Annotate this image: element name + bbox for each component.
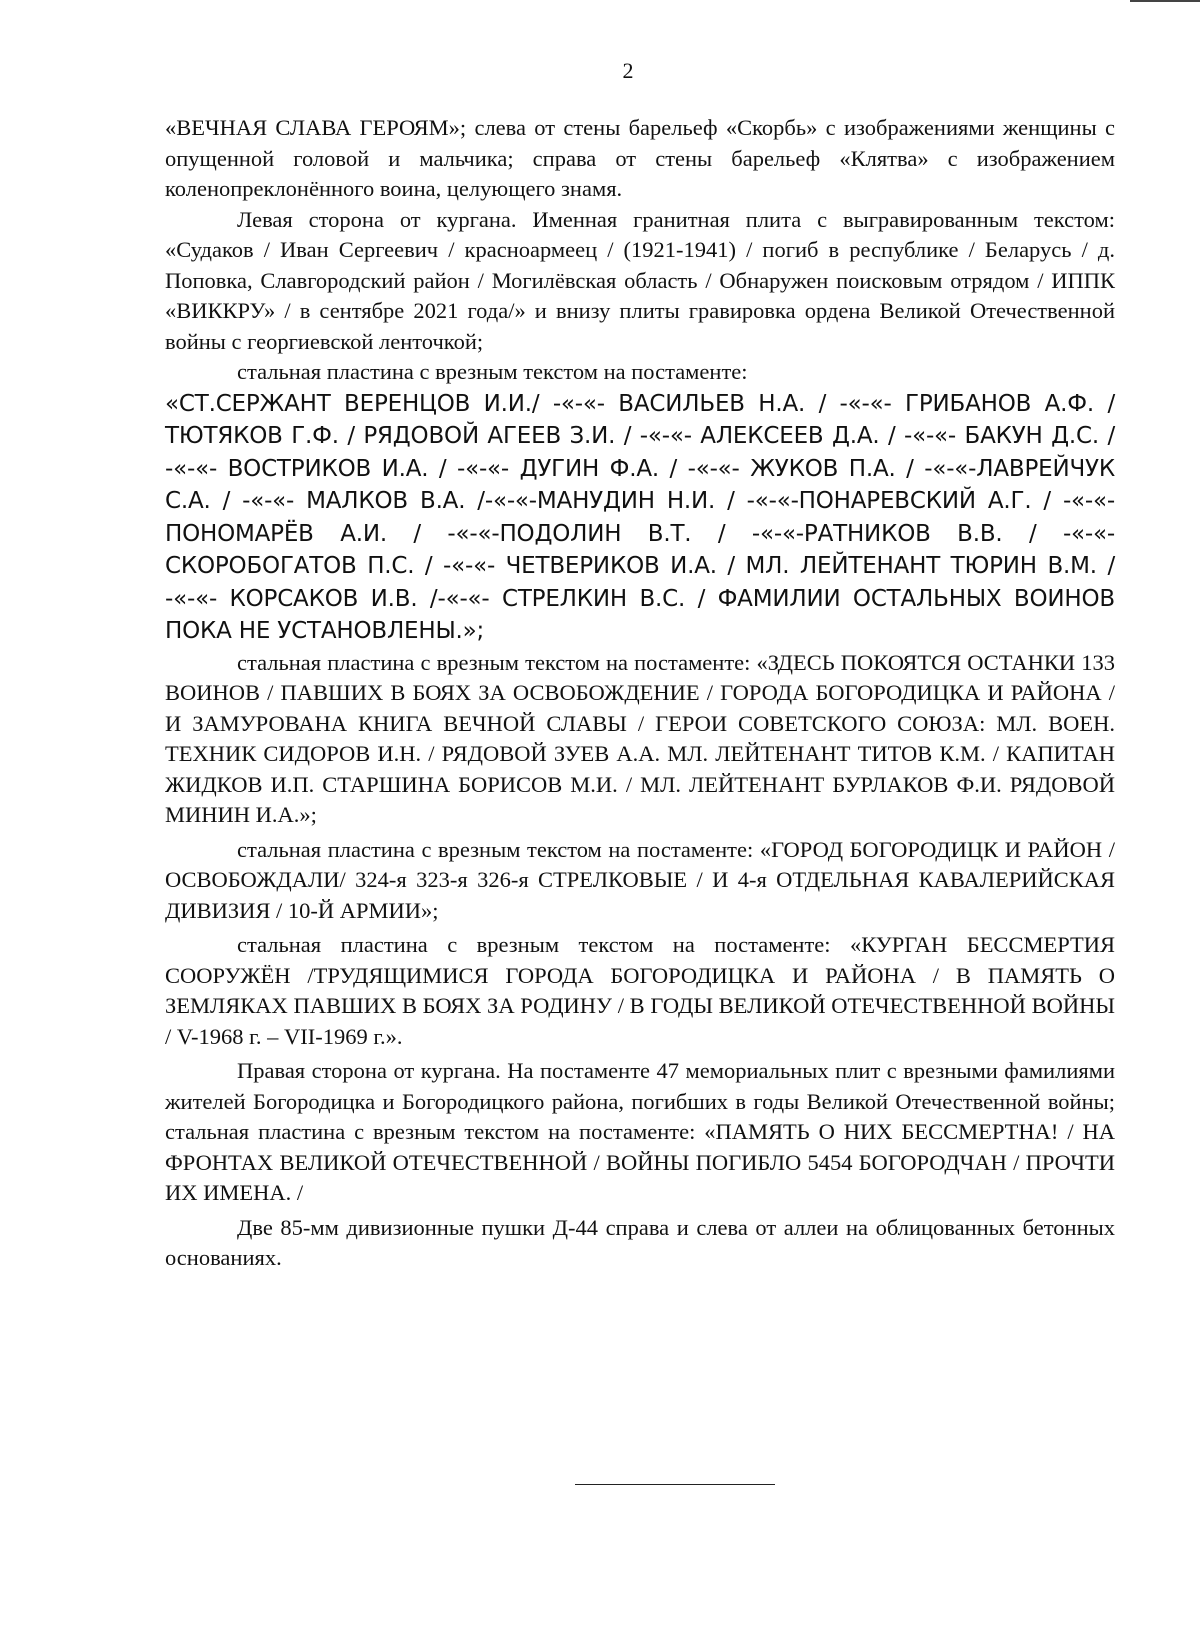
- end-divider-line: [575, 1484, 775, 1485]
- document-body: [165, 113, 1115, 1274]
- paragraph-cannons: Две 85-мм дивизионные пушки Д-44 справа и слева от аллеи на облицованных бетонных основаниях.: [165, 1214, 1115, 1270]
- paragraph-plate-kurgan: стальная пластина с врезным текстом на постаменте: «КУРГАН БЕССМЕРТИЯ СООРУЖЁН /ТРУДЯЩИМИСЯ ГОРОДА БОГОРОДИЦКА И РАЙОНА / В ПАМЯТЬ О ЗЕМЛЯКАХ ПАВШИХ В БОЯХ ЗА РОДИНУ / В ГОДЫ ВЕЛИКОЙ ОТЕЧЕСТВЕННОЙ ВОЙНЫ / V-1968 г. – VII-1969 г.».: [165, 932, 1115, 1049]
- plate-remains-text: стальная пластина с врезным текстом на постаменте: «ЗДЕСЬ ПОКОЯТСЯ ОСТАНКИ 133 ВОИНОВ / ПАВШИХ В БОЯХ ЗА ОСВОБОЖДЕНИЕ / ГОРОДА БОГОРОДИЦКА И РАЙОНА / И ЗАМУРОВАНА КНИГА ВЕЧНОЙ СЛАВЫ / ГЕРОИ СОВЕТСКОГО СОЮЗА: МЛ. ВОЕН. ТЕХНИК СИДОРОВ И.Н. / РЯДОВОЙ ЗУЕВ А.А. МЛ. ЛЕЙТЕНАНТ ТИТОВ К.М. / КАПИТАН ЖИДКОВ И.П. СТАРШИНА БОРИСОВ М.И. / МЛ. ЛЕЙТЕНАНТ БУРЛАКОВ Ф.И. РЯДОВОЙ МИНИН И.А.»;: [165, 649, 1115, 827]
- paragraph-plate-names: «СТ.СЕРЖАНТ ВЕРЕНЦОВ И.И./ -«-«- ВАСИЛЬЕВ Н.А. / -«-«- ГРИБАНОВ А.Ф. / ТЮТЯКОВ Г.Ф. / РЯДОВОЙ АГЕЕВ З.И. / -«-«- АЛЕКСЕЕВ Д.А. / -«-«- БАКУН Д.С. / -«-«- ВОСТРИКОВ И.А. / -«-«- ДУГИН Ф.А. / -«-«- ЖУКОВ П.А. / -«-«-ЛАВРЕЙЧУК С.А. / -«-«- МАЛКОВ В.А. /-«-«-МАНУДИН Н.И. / -«-«-ПОНАРЕВСКИЙ А.Г. / -«-«-ПОНОМАРЁВ А.И. / -«-«-ПОДОЛИН В.Т. / -«-«-РАТНИКОВ В.В. / -«-«-СКОРОБОГАТОВ П.С. / -«-«- ЧЕТВЕРИКОВ И.А. / МЛ. ЛЕЙТЕНАНТ ТЮРИН В.М. / -«-«- КОРСАКОВ И.В. /-«-«- СТРЕЛКИН В.С. / ФАМИЛИИ ОСТАЛЬНЫХ ВОИНОВ ПОКА НЕ УСТАНОВЛЕНЫ.»;: [165, 390, 1115, 644]
- paragraph-plate-liberators: стальная пластина с врезным текстом на постаменте: «ГОРОД БОГОРОДИЦК И РАЙОН / ОСВОБОЖДАЛИ/ 324-я 323-я 326-я СТРЕЛКОВЫЕ / И 4-я ОТДЕЛЬНАЯ КАВАЛЕРИЙСКАЯ ДИВИЗИЯ / 10-Й АРМИИ»;: [165, 836, 1115, 923]
- paragraph-right-side: Правая сторона от кургана. На постаменте 47 мемориальных плит с врезными фамилиями жителей Богородицка и Богородицкого района, погибших в годы Великой Отечественной войны; стальная пластина с врезным текстом на постаменте: «ПАМЯТЬ О НИХ БЕССМЕРТНА! / НА ФРОНТАХ ВЕЛИКОЙ ОТЕЧЕСТВЕННОЙ / ВОЙНЫ ПОГИБЛО 5454 БОГОРОДЧАН / ПРОЧТИ ИХ ИМЕНА. /: [165, 1058, 1115, 1205]
- page-number: 2: [622, 58, 634, 83]
- paragraph-plate-intro: стальная пластина с врезным текстом на постаменте:: [237, 359, 748, 384]
- paragraph-plate-remains: [165, 648, 1115, 831]
- scan-edge-mark: [1130, 0, 1200, 2]
- paragraph-left-side: Левая сторона от кургана. Именная гранитная плита с выгравированным текстом: «Судаков / Иван Сергеевич / красноармеец / (1921-1941) / погиб в республике / Беларусь / д. Поповка, Славгородский район / Могилёвская область / Обнаружен поисковым отрядом / ИППК «ВИККРУ» / в сентябре 2021 года/» и внизу плиты гравировка ордена Великой Отечественной войны с георгиевской ленточкой;: [165, 206, 1115, 354]
- paragraph-memorial-wall: «ВЕЧНАЯ СЛАВА ГЕРОЯМ»; слева от стены барельеф «Скорбь» с изображениями женщины с опущенной головой и мальчика; справа от стены барельеф «Клятва» с изображением коленопреклонённого воина, целующего знамя.: [165, 115, 1115, 201]
